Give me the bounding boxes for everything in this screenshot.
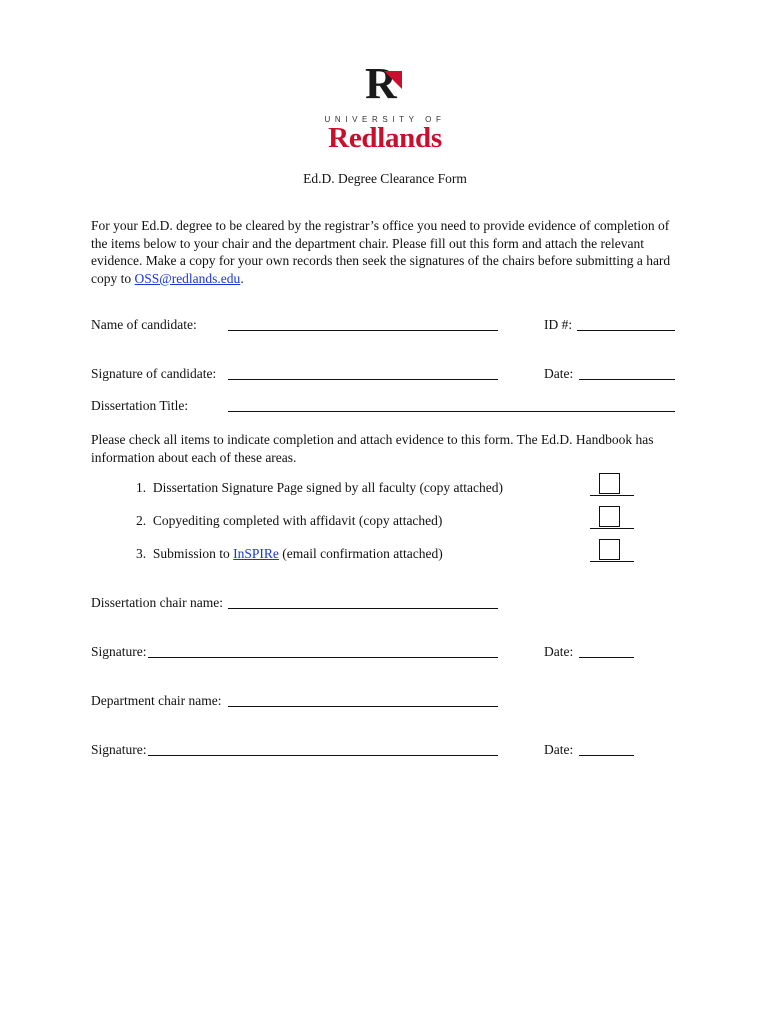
logo-r-mark	[365, 59, 405, 108]
checklist-num: 1.	[136, 480, 147, 495]
candidate-name-label: Name of candidate:	[91, 317, 197, 332]
university-logo	[0, 59, 770, 154]
checklist-num: 2.	[136, 513, 147, 528]
checklist-text-after: (email confirmation attached)	[278, 546, 443, 561]
logo-letter: R	[365, 59, 397, 108]
checkbox-underline	[590, 528, 634, 529]
intro-text: For your Ed.D. degree to be cleared by the registrar’s office you need to provide evidence of completion of the items below to your chair and the department chair. Please fill out this form and attach the relevant evidence. Make a copy for your own records then seek the signatures of the chairs before submitting a hard copy to	[91, 218, 671, 286]
checkbox-underline	[590, 495, 634, 496]
checklist-item-2	[136, 513, 442, 529]
dissertation-title-field[interactable]	[228, 411, 675, 412]
department-chair-signature-label: Signature:	[91, 742, 147, 757]
oss-email-link[interactable]: OSS@redlands.edu	[134, 270, 241, 286]
checklist-text: Dissertation Signature Page signed by all faculty (copy attached)	[152, 480, 504, 495]
checkbox-copyediting[interactable]	[599, 506, 620, 527]
checklist-text-before: Submission to	[152, 546, 234, 561]
candidate-signature-label: Signature of candidate:	[91, 366, 217, 381]
logo-flag-icon	[384, 71, 402, 89]
inspire-link[interactable]: InSPIRe	[233, 546, 279, 561]
checkbox-underline	[590, 561, 634, 562]
checklist-intro: Please check all items to indicate completion and attach evidence to this form. The Ed.D. Handbook has information about each of these areas.	[91, 432, 654, 465]
intro-end: .	[240, 270, 244, 286]
checklist-num: 3.	[136, 546, 147, 561]
department-chair-date-field[interactable]	[579, 755, 634, 756]
id-field[interactable]	[577, 330, 675, 331]
intro-paragraph	[91, 217, 681, 287]
dissertation-chair-signature-label: Signature:	[91, 644, 147, 659]
candidate-signature-field[interactable]	[228, 379, 498, 380]
id-label: ID #:	[544, 317, 573, 332]
checkbox-signature-page[interactable]	[599, 473, 620, 494]
candidate-date-label: Date:	[544, 366, 574, 381]
candidate-date-field[interactable]	[579, 379, 675, 380]
checklist-item-3	[136, 546, 443, 562]
logo-name: Redlands	[328, 122, 442, 154]
dissertation-title-label: Dissertation Title:	[91, 398, 189, 413]
dissertation-chair-field[interactable]	[228, 608, 498, 609]
checklist-item-1	[136, 480, 503, 496]
dissertation-chair-date-field[interactable]	[579, 657, 634, 658]
department-chair-field[interactable]	[228, 706, 498, 707]
dissertation-chair-signature-field[interactable]	[148, 657, 498, 658]
candidate-name-field[interactable]	[228, 330, 498, 331]
checkbox-inspire-submission[interactable]	[599, 539, 620, 560]
department-chair-label: Department chair name:	[91, 693, 222, 708]
logo-subtitle: UNIVERSITY OF	[324, 115, 446, 124]
checklist-text: Copyediting completed with affidavit (copy attached)	[152, 513, 443, 528]
department-chair-signature-field[interactable]	[148, 755, 498, 756]
department-chair-date-label: Date:	[544, 742, 574, 757]
dissertation-chair-date-label: Date:	[544, 644, 574, 659]
dissertation-chair-label: Dissertation chair name:	[91, 595, 223, 610]
form-title: Ed.D. Degree Clearance Form	[303, 171, 467, 186]
